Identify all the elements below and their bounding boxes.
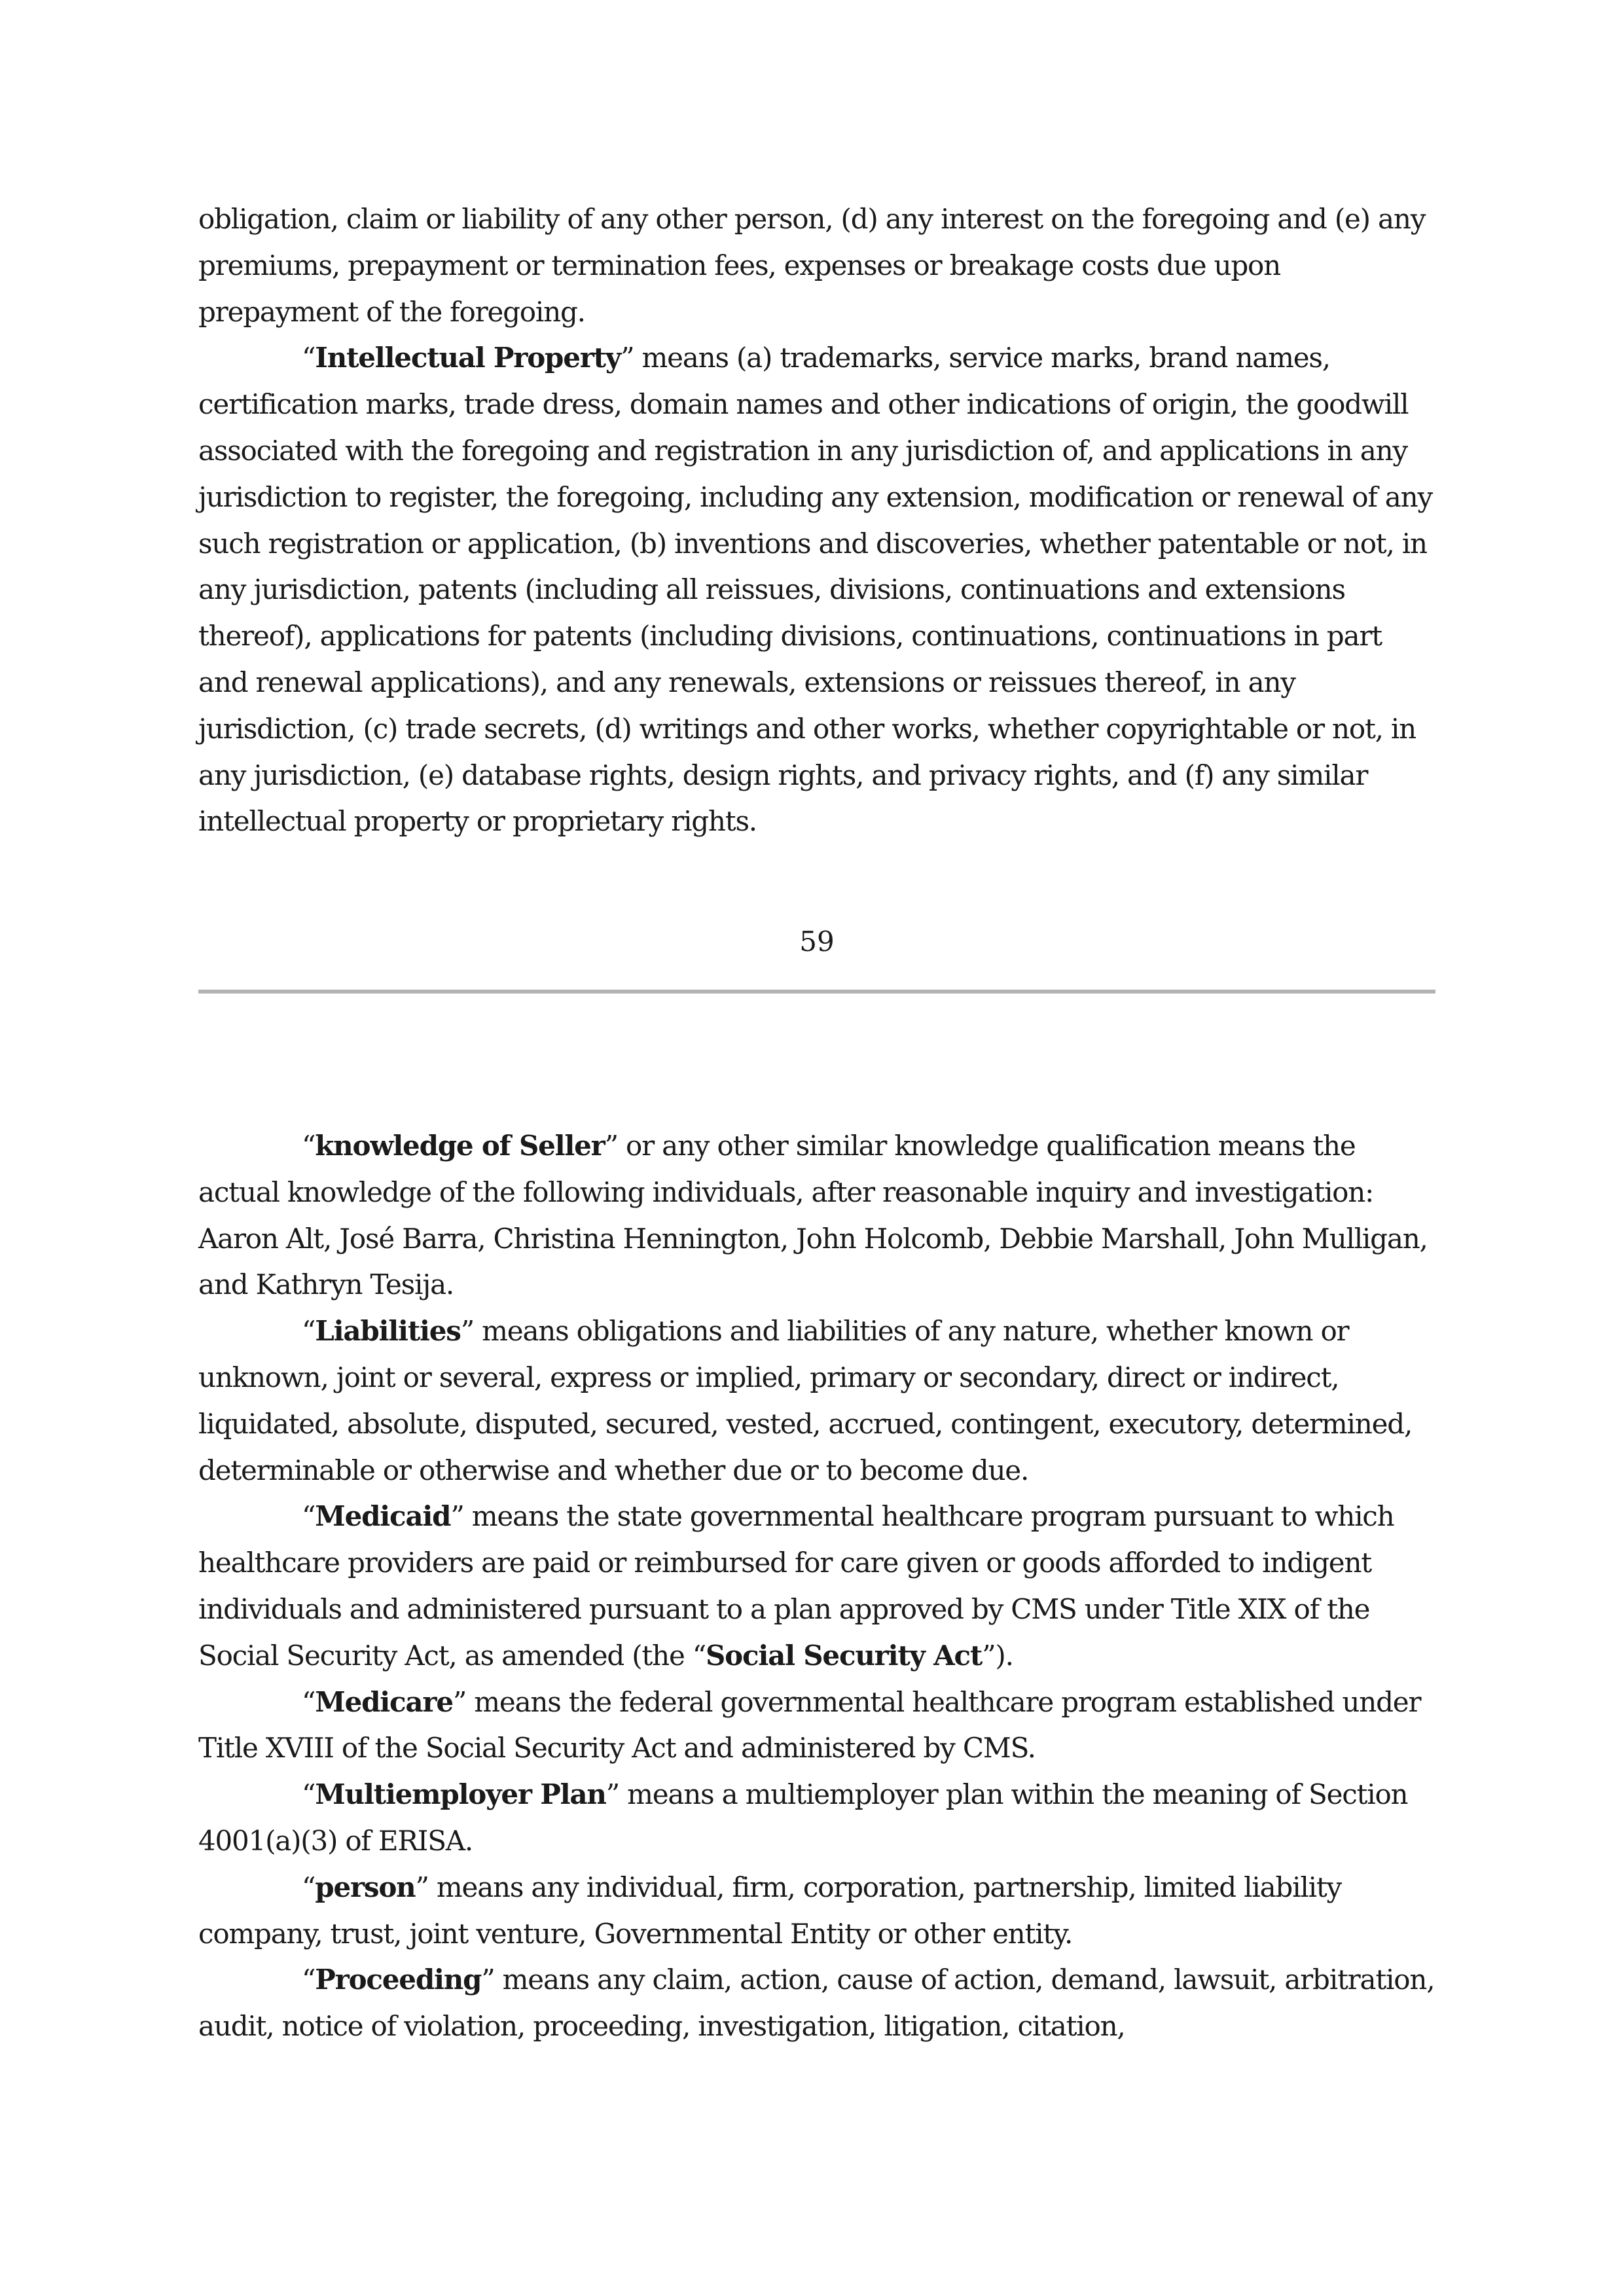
page-number: 59 <box>799 925 835 958</box>
definition-knowledge-of-seller <box>198 1123 1435 1308</box>
open-quote: “ <box>302 1871 316 1903</box>
page-bottom-section <box>198 1123 1435 2050</box>
definition-text: means any individual, firm, corporation, partnership, limited liability company, trust, joint venture, Governmental Entity or other entity. <box>198 1871 1342 1950</box>
close-quote: ” <box>605 1778 619 1811</box>
close-quote: ” <box>452 1685 467 1718</box>
open-quote: “ <box>302 1778 316 1811</box>
close-quote: ” <box>621 342 634 374</box>
defined-term: Medicaid <box>315 1500 451 1533</box>
definition-medicare <box>198 1679 1435 1772</box>
definition-text: means the state governmental healthcare program pursuant to which healthcare providers are paid or reimbursed for care given or goods afforded to indigent individuals and administered pursuant to a plan approved by CMS under Title XIX of the Social Security Act, as amended (the “ <box>198 1500 1394 1672</box>
definition-text: or any other similar knowledge qualification means the actual knowledge of the following individuals, after reasonable inquiry and investigation: Aaron Alt, José Barra, Christina Hennington, John Holcomb, Debbie Marshall, John Mulligan, and Kathryn Tesija. <box>198 1130 1428 1301</box>
open-quote: “ <box>302 1964 316 1996</box>
definition-multiemployer-plan <box>198 1772 1435 1865</box>
definition-tail: ”). <box>982 1639 1013 1672</box>
close-quote: ” <box>481 1964 495 1996</box>
definition-text: means the federal governmental healthcare program established under Title XVIII of the Social Security Act and administered by CMS. <box>198 1685 1421 1765</box>
defined-term: Medicare <box>315 1685 453 1718</box>
definition-person <box>198 1865 1435 1958</box>
close-quote: ” <box>450 1500 464 1533</box>
defined-term: person <box>315 1871 416 1903</box>
page-divider <box>198 990 1435 994</box>
definition-text: means a multiemployer plan within the meaning of Section 4001(a)(3) of ERISA. <box>198 1778 1408 1857</box>
definition-text: means any claim, action, cause of action, demand, lawsuit, arbitration, audit, notice of violation, proceeding, investigation, litigation, citation, <box>198 1964 1435 2043</box>
close-quote: ” <box>604 1130 618 1162</box>
definition-text: means obligations and liabilities of any nature, whether known or unknown, joint or several, express or implied, primary or secondary, direct or indirect, liquidated, absolute, disputed, secured, vested, accrued, contingent, executory, determined, determinable or otherwise and whether due or to become due. <box>198 1315 1413 1486</box>
definition-proceeding <box>198 1957 1435 2050</box>
close-quote: ” <box>460 1315 475 1348</box>
defined-term: Multiemployer Plan <box>315 1778 606 1811</box>
definition-intellectual-property <box>198 335 1435 845</box>
continuation-paragraph <box>198 196 1435 335</box>
open-quote: “ <box>302 1685 316 1718</box>
open-quote: “ <box>302 342 316 374</box>
defined-term: Proceeding <box>315 1964 482 1996</box>
definition-liabilities <box>198 1308 1435 1494</box>
defined-term: knowledge of Seller <box>315 1130 605 1162</box>
definition-text: means (a) trademarks, service marks, brand names, certification marks, trade dress, domain names and other indications of origin, the goodwill associated with the foregoing and registration in any jurisdiction of, and applications in any jurisdiction to register, the foregoing, including any extension, modification or renewal of any such registration or application, (b) inventions and discoveries, whether patentable or not, in any jurisdiction, patents (including all reissues, divisions, continuations and extensions thereof), applications for patents (including divisions, continuations, continuations in part and renewal applications), and any renewals, extensions or reissues thereof, in any jurisdiction, (c) trade secrets, (d) writings and other works, whether copyrightable or not, in any jurisdiction, (e) database rights, design rights, and privacy rights, and (f) any similar intellectual property or proprietary rights. <box>198 342 1433 838</box>
continuation-text: obligation, claim or liability of any other person, (d) any interest on the foregoing and (e) any premiums, prepayment or termination fees, expenses or breakage costs due upon prepayment of the foregoing. <box>198 203 1426 328</box>
open-quote: “ <box>302 1130 316 1162</box>
open-quote: “ <box>302 1315 316 1348</box>
close-quote: ” <box>415 1871 429 1903</box>
defined-term: Intellectual Property <box>315 342 621 374</box>
definition-medicaid <box>198 1494 1435 1679</box>
defined-term: Liabilities <box>315 1315 461 1348</box>
page-top-section <box>198 196 1435 845</box>
defined-term-social-security-act: Social Security Act <box>706 1639 983 1672</box>
open-quote: “ <box>302 1500 316 1533</box>
